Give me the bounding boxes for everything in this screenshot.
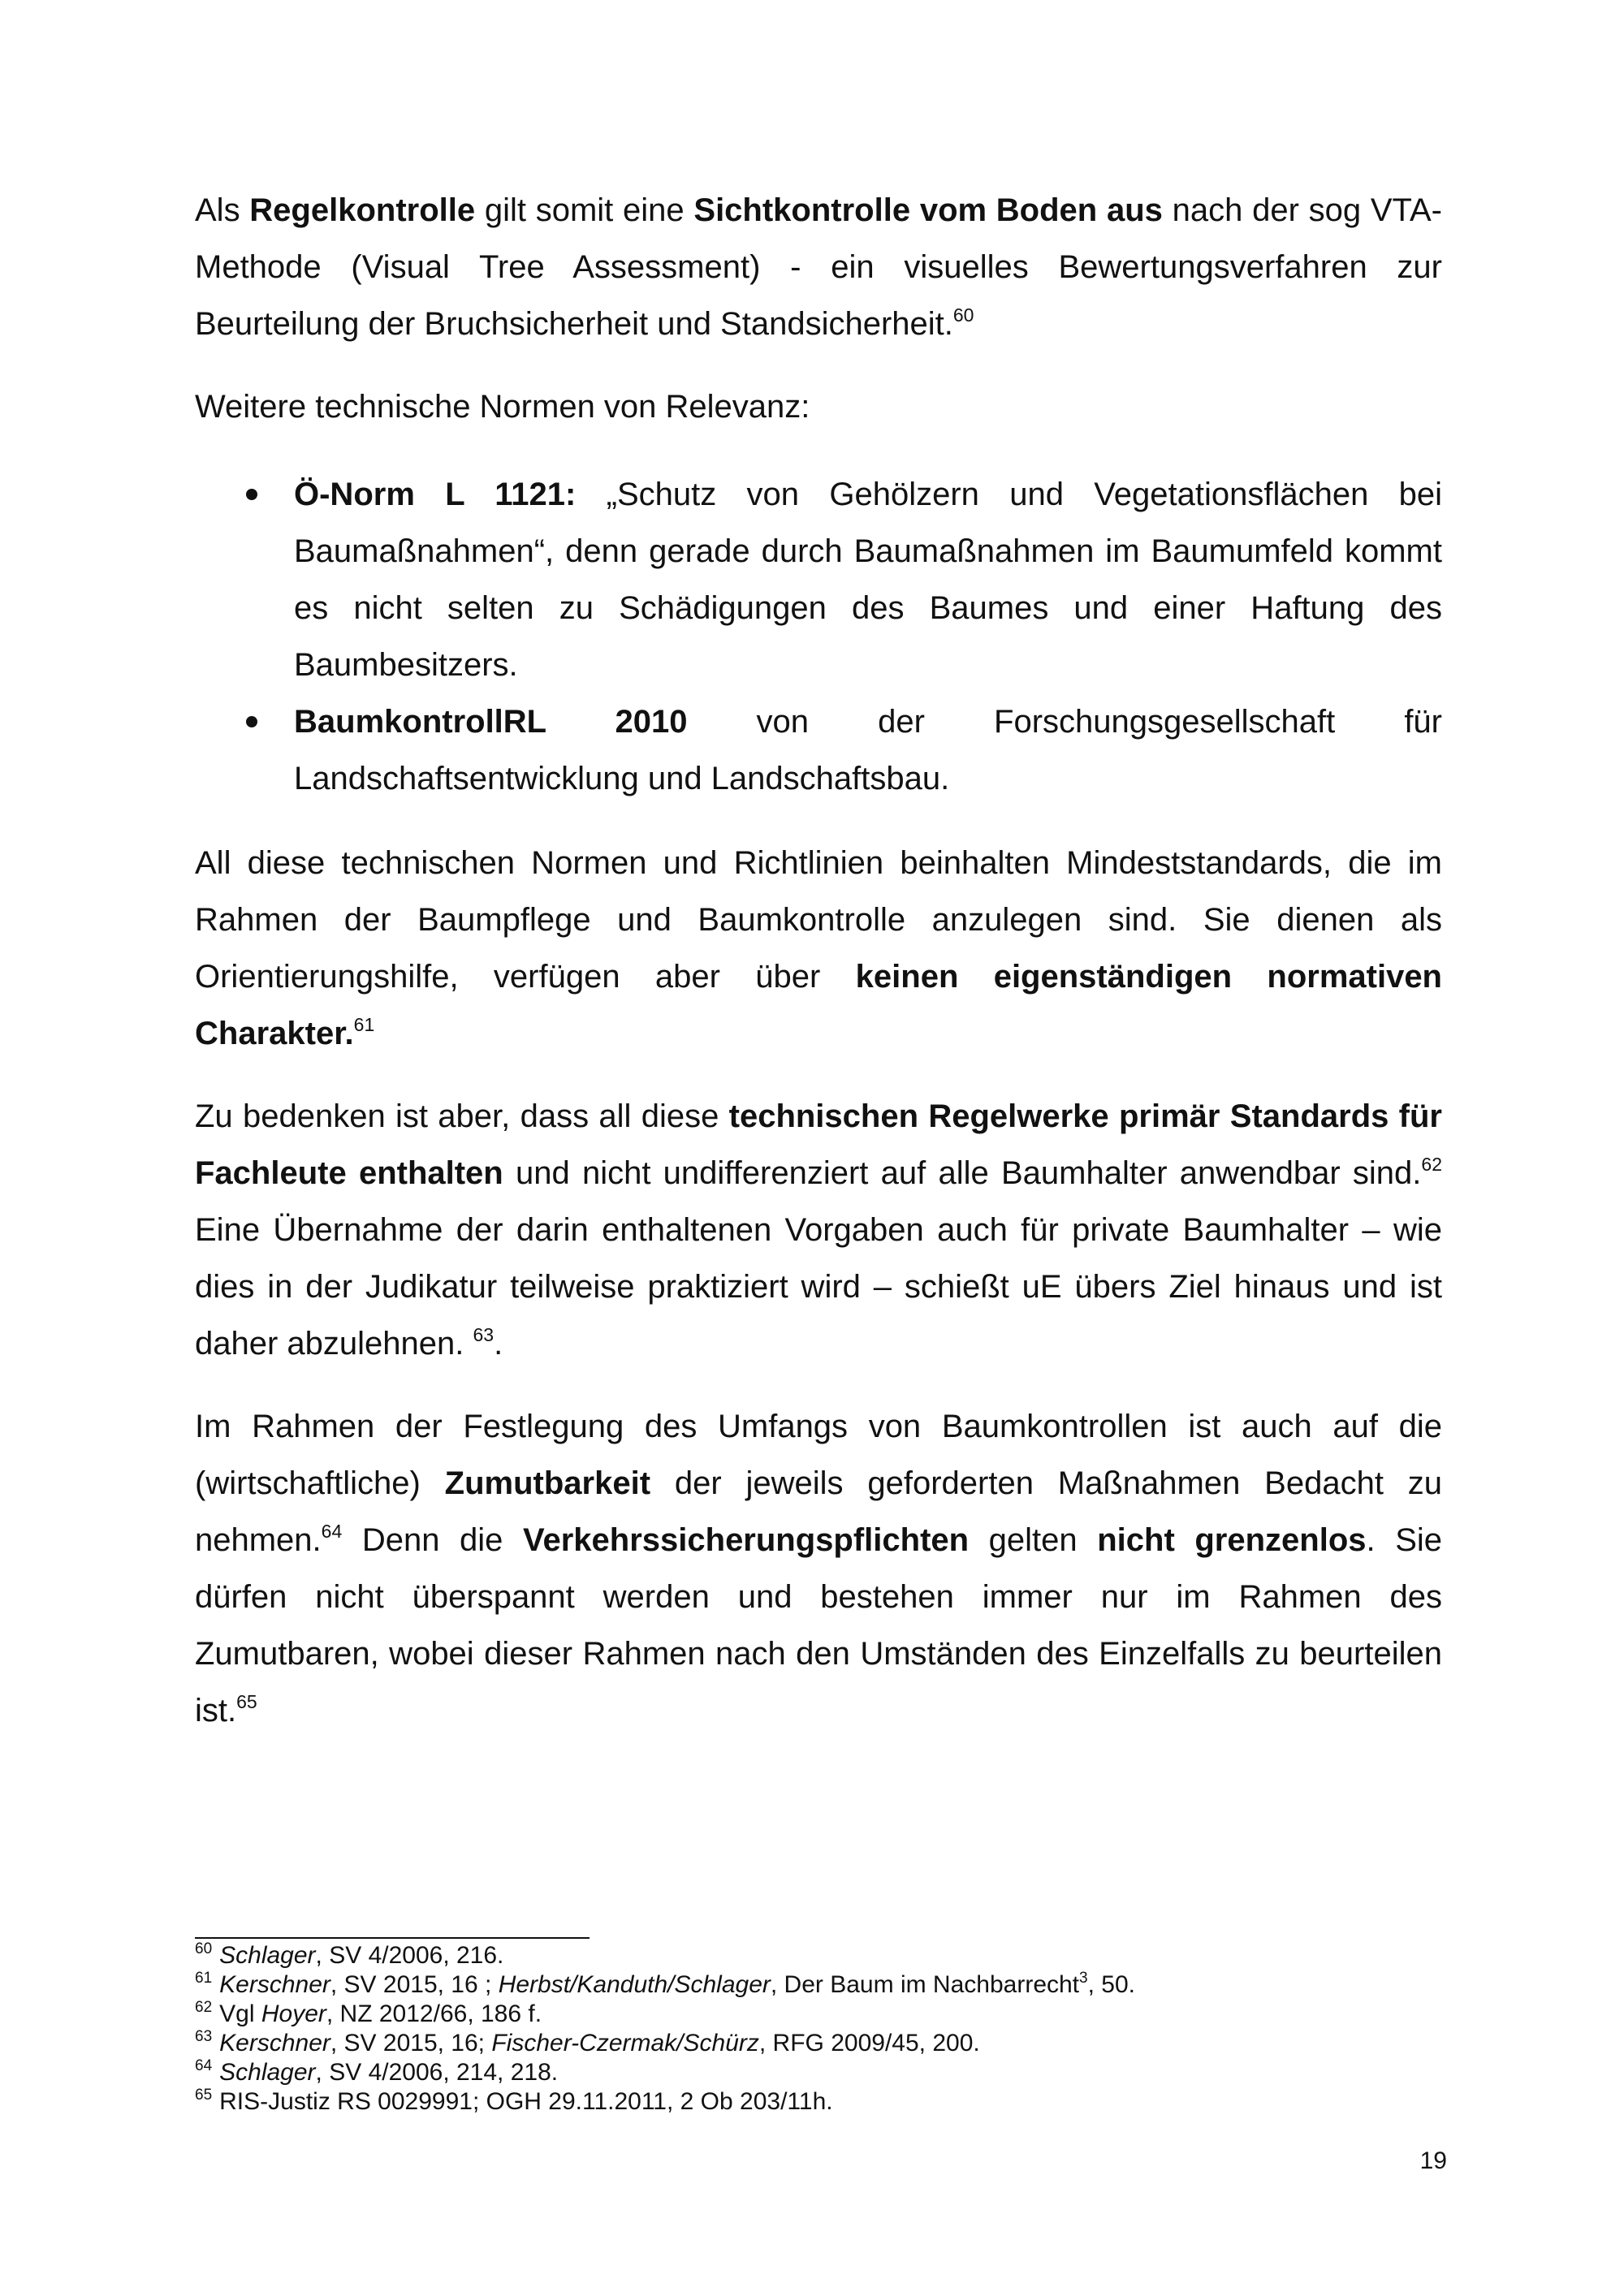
italic-run: Schlager bbox=[219, 2059, 316, 2086]
bold-run: technischen Regelwerke primär Standards für Fachleute enthalten bbox=[195, 1098, 1442, 1191]
body-text bbox=[195, 182, 1442, 1739]
text-run: , SV 2015, 16 ; bbox=[330, 1971, 499, 1998]
paragraph-regelwerke bbox=[195, 1088, 1442, 1372]
text-run: und nicht undifferenziert auf alle Baumhalter anwendbar sind. bbox=[503, 1155, 1422, 1191]
text-run: , 50. bbox=[1087, 1971, 1135, 1998]
footnotes bbox=[195, 1941, 1442, 2117]
text-run: nach der sog VTA-Methode (Visual Tree Assessment) - ein visuelles Bewertungsverfahren zur Beurteilung der Bruchsicherheit und Standsicherheit. bbox=[195, 192, 1442, 342]
page-number: 19 bbox=[1419, 2147, 1447, 2174]
text-run: Weitere technische Normen von Relevanz: bbox=[195, 389, 810, 425]
text-run: , SV 4/2006, 216. bbox=[315, 1942, 504, 1969]
footnote-number: 61 bbox=[195, 1970, 213, 1987]
footnote-63 bbox=[195, 2029, 1442, 2058]
text-run: . Sie dürfen nicht überspannt werden und bestehen immer nur im Rahmen des Zumutbaren, wobei dieser Rahmen nach den Umständen des Einzelfalls zu beurteilen ist. bbox=[195, 1522, 1443, 1728]
footnote-62 bbox=[195, 2000, 1442, 2029]
bold-run: Sichtkontrolle vom Boden aus bbox=[693, 192, 1163, 228]
bullet-icon bbox=[246, 716, 257, 727]
footnote-ref: 61 bbox=[353, 1014, 375, 1035]
text-run: gilt somit eine bbox=[475, 192, 694, 228]
text-run: , RFG 2009/45, 200. bbox=[758, 2030, 980, 2056]
italic-run: Kerschner bbox=[219, 1971, 330, 1998]
footnote-number: 63 bbox=[195, 2028, 213, 2045]
footnote-65 bbox=[195, 2087, 1442, 2117]
text-run: Eine Übernahme der darin enthaltenen Vorgaben auch für private Baumhalter – wie dies in der Judikatur teilweise praktiziert wird – schießt uE übers Ziel hinaus und ist daher abzulehnen. bbox=[195, 1212, 1442, 1362]
footnote-ref: 63 bbox=[473, 1324, 495, 1345]
text-run: , SV 4/2006, 214, 218. bbox=[315, 2059, 559, 2086]
bold-run: nicht grenzenlos bbox=[1097, 1522, 1367, 1558]
text-run: , Der Baum im Nachbarrecht bbox=[770, 1971, 1080, 1998]
text-run: , NZ 2012/66, 186 f. bbox=[326, 2000, 542, 2027]
italic-run: Herbst/Kanduth/Schlager bbox=[498, 1971, 771, 1998]
footnote-ref: 64 bbox=[321, 1521, 343, 1542]
text-run: RIS-Justiz RS 0029991; OGH 29.11.2011, 2 Ob 203/11h. bbox=[219, 2088, 833, 2115]
bold-run: Regelkontrolle bbox=[249, 192, 476, 228]
paragraph-zumutbarkeit bbox=[195, 1398, 1442, 1739]
edition-superscript: 3 bbox=[1079, 1970, 1088, 1987]
footnote-61 bbox=[195, 1970, 1442, 2000]
bold-run: Zumutbarkeit bbox=[444, 1465, 651, 1501]
italic-run: Schlager bbox=[219, 1942, 316, 1969]
italic-run: Kerschner bbox=[219, 2030, 330, 2056]
footnote-ref: 65 bbox=[236, 1691, 257, 1712]
list-item-oenorm bbox=[195, 466, 1442, 693]
footnote-number: 65 bbox=[195, 2087, 213, 2104]
footnote-number: 62 bbox=[195, 1999, 213, 2016]
text-run: All diese technischen Normen und Richtlinien beinhalten Mindeststandards, die im Rahmen der Baumpflege und Baumkontrolle anzulegen sind. Sie dienen als Orientierungshilfe, verfügen aber über bbox=[195, 845, 1442, 995]
text-run: Als bbox=[195, 192, 250, 228]
norms-list bbox=[195, 466, 1442, 807]
footnote-ref: 62 bbox=[1421, 1154, 1443, 1175]
footnote-separator bbox=[195, 1937, 590, 1939]
bullet-icon bbox=[246, 489, 257, 500]
footnote-64 bbox=[195, 2058, 1442, 2087]
footnote-number: 60 bbox=[195, 1940, 213, 1957]
paragraph-mindeststandards bbox=[195, 835, 1442, 1062]
text-run: „Schutz von Gehölzern und Vegetationsflächen bei Baumaßnahmen“, denn gerade durch Baumaßnahmen im Baumumfeld kommt es nicht selten zu Schädigungen des Baumes und einer Haftung des Baumbesitzers. bbox=[294, 477, 1443, 683]
text-run: der jeweils geforderten Maßnahmen Bedacht zu nehmen. bbox=[195, 1465, 1442, 1558]
list-item-baumkontrollrl bbox=[195, 693, 1442, 807]
italic-run: Fischer-Czermak/Schürz bbox=[491, 2030, 759, 2056]
text-run: von der Forschungsgesellschaft für Landschaftsentwicklung und Landschaftsbau. bbox=[294, 704, 1442, 796]
paragraph-regelkontrolle bbox=[195, 182, 1442, 352]
bold-run: keinen eigenständigen normativen Charakter. bbox=[195, 959, 1442, 1051]
text-run: Zu bedenken ist aber, dass all diese bbox=[195, 1098, 729, 1134]
text-run: gelten bbox=[969, 1522, 1098, 1558]
footnote-number: 64 bbox=[195, 2057, 213, 2074]
italic-run: Hoyer bbox=[261, 2000, 326, 2027]
footnote-60 bbox=[195, 1941, 1442, 1970]
bold-run: Verkehrssicherungspflichten bbox=[523, 1522, 970, 1558]
text-run: Im Rahmen der Festlegung des Umfangs von Baumkontrollen ist auch auf die (wirtschaftliche) bbox=[195, 1409, 1442, 1501]
text-run: . bbox=[494, 1326, 503, 1362]
paragraph-normen-intro bbox=[195, 378, 1442, 435]
bold-run: BaumkontrollRL 2010 bbox=[294, 704, 688, 740]
text-run: , SV 2015, 16; bbox=[330, 2030, 492, 2056]
bold-run: Ö-Norm L 1121: bbox=[294, 477, 577, 512]
footnote-ref: 60 bbox=[952, 304, 974, 326]
text-run: Vgl bbox=[219, 2000, 261, 2027]
text-run: Denn die bbox=[342, 1522, 523, 1558]
